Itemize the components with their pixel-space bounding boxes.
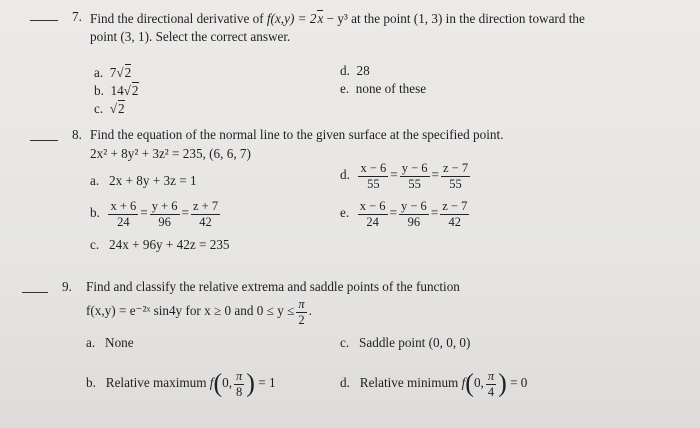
q8-choice-e[interactable]: e. $\frac{x - 6}{24}$ = $\frac{y - 6}{96}$ = $\frac{z - 7}{42}$ — [340, 199, 468, 229]
q8-choice-a[interactable]: a. 2x + 8y + 3z = 1 — [90, 173, 197, 188]
answer-blank-q9[interactable] — [22, 292, 48, 293]
q7-choice-d[interactable]: d. 28 — [340, 63, 370, 78]
q9-choice-c[interactable]: c. Saddle point (0, 0, 0) — [340, 335, 471, 350]
q8-prompt-line1: Find the equation of the normal line to the given surface at the specified point. — [90, 127, 504, 142]
q8-surface-equation: 2x² + 8y² + 3z² = 235, (6, 6, 7) — [90, 146, 251, 161]
q8-number: 8. — [72, 127, 82, 142]
q7-choice-e[interactable]: e. none of these — [340, 81, 427, 96]
q7-choice-a[interactable]: a. 7√2 — [94, 65, 132, 80]
q9-choice-a[interactable]: a. None — [86, 335, 134, 350]
q8-choice-b[interactable]: b. $\frac{x + 6}{24}$ = $\frac{y + 6}{96}$ = $\frac{z + 7}{42}$ — [90, 199, 219, 229]
answer-blank-q7[interactable] — [30, 20, 58, 21]
q9-choice-d[interactable]: d. Relative minimum f(0, $\frac{\pi}{4}$ ) = 0 — [340, 368, 528, 399]
q9-number: 9. — [62, 279, 72, 294]
q7-number: 7. — [72, 9, 82, 24]
q7-prompt-line1: Find the directional derivative of f(x,y) = 2x − y³ at the point (1, 3) in the direction toward the — [90, 11, 585, 26]
q9-prompt-line1: Find and classify the relative extrema and saddle points of the function — [86, 279, 460, 294]
q7-choice-c[interactable]: c. √2 — [94, 101, 125, 116]
answer-blank-q8[interactable] — [30, 140, 58, 141]
q8-choice-c[interactable]: c. 24x + 96y + 42z = 235 — [90, 237, 230, 252]
q9-choice-b[interactable]: b. Relative maximum f(0, $\frac{\pi}{8}$ ) = 1 — [86, 368, 276, 399]
q7-prompt-line2: point (3, 1). Select the correct answer. — [90, 29, 291, 44]
q8-choice-d[interactable]: d. $\frac{x - 6}{55}$ = $\frac{y - 6}{55}$ = $\frac{z - 7}{55}$ — [340, 161, 469, 191]
q9-function: f(x,y) = e⁻²ˣ sin4y for x ≥ 0 and 0 ≤ y ≤ $\frac{\pi}{2}$ . — [86, 297, 312, 327]
q7-choice-b[interactable]: b. 14√2 — [94, 83, 139, 98]
